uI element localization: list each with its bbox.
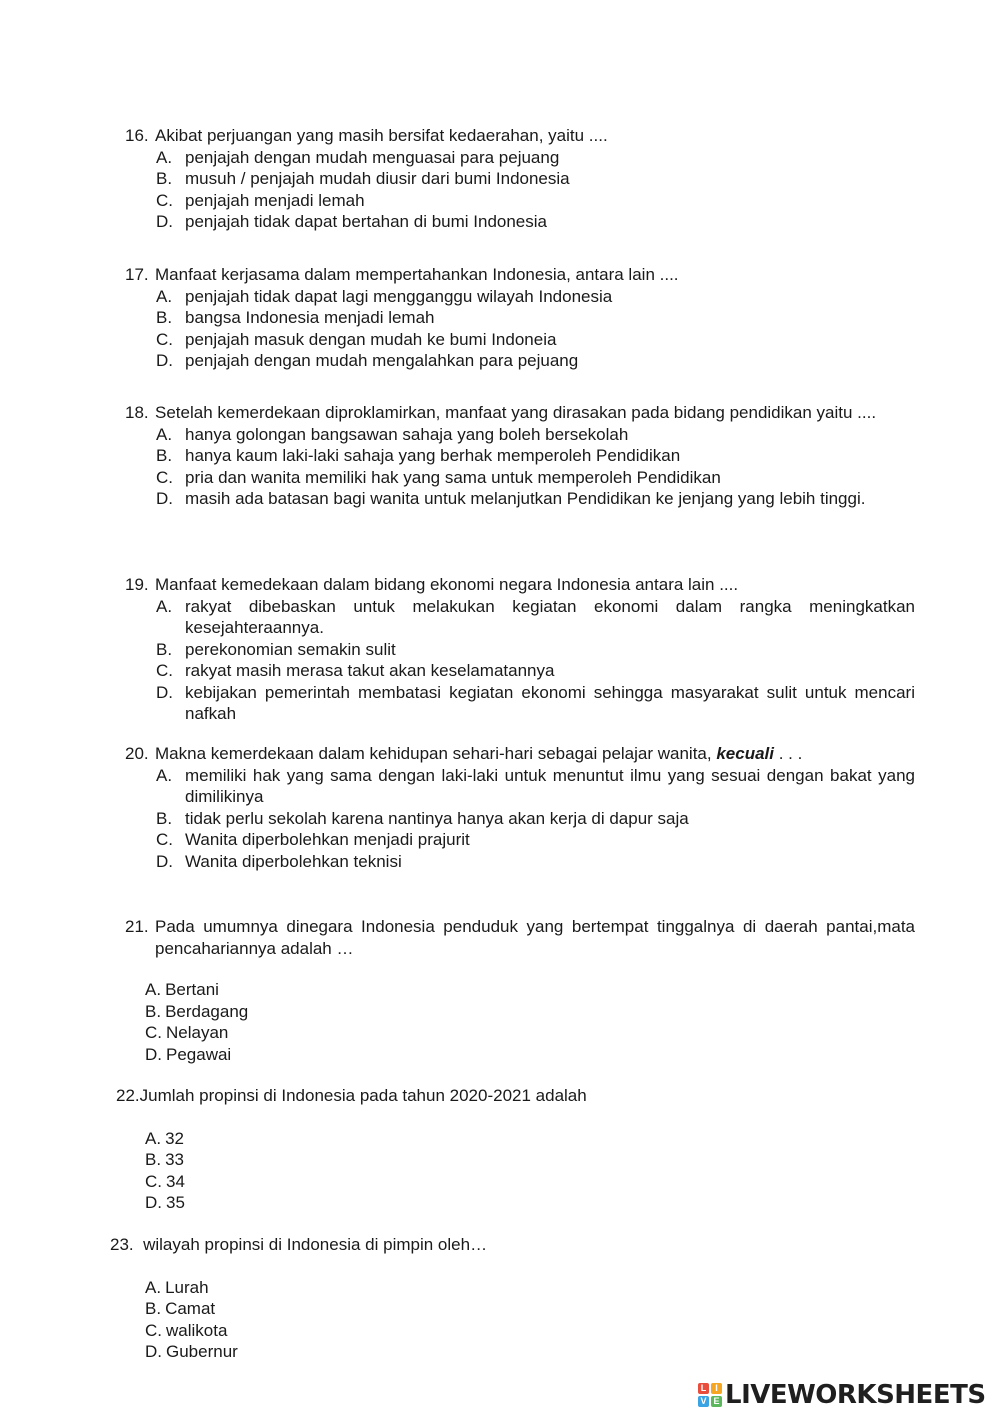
question-number: 18. — [125, 403, 149, 422]
option-c[interactable] — [125, 467, 915, 489]
option-c[interactable] — [125, 1022, 915, 1044]
option-letter: D. — [145, 1193, 162, 1212]
question-text-main: wilayah propinsi di Indonesia di pimpin oleh… — [143, 1235, 488, 1254]
option-d[interactable] — [125, 211, 915, 233]
option-letter: D. — [145, 1044, 162, 1064]
option-a[interactable] — [125, 1277, 900, 1299]
option-letter: B. — [145, 1001, 162, 1021]
option-d[interactable] — [125, 1341, 900, 1363]
option-letter: B. — [156, 446, 173, 465]
option-letter: D. — [156, 212, 173, 231]
option-a[interactable] — [125, 765, 915, 808]
option-text: tidak perlu sekolah karena nantinya hanya akan kerja di dapur saja — [185, 808, 689, 828]
option-letter: A. — [156, 424, 173, 444]
question-text: Pada umumnya dinegara Indonesia penduduk yang bertempat tinggalnya di daerah pantai,mata pencahariannya adalah … — [155, 917, 915, 958]
question-text: Setelah kemerdekaan diproklamirkan, manfaat yang dirasakan pada bidang pendidikan yaitu .... — [155, 403, 877, 422]
option-text: hanya golongan bangsawan sahaja yang boleh bersekolah — [185, 424, 629, 444]
question-text: Manfaat kerjasama dalam mempertahankan Indonesia, antara lain .... — [155, 265, 679, 284]
question-number: 22. — [116, 1086, 140, 1105]
option-a[interactable] — [125, 596, 915, 639]
question-number: 21. — [125, 917, 149, 936]
option-a[interactable] — [125, 147, 915, 169]
option-letter: C. — [145, 1171, 162, 1191]
option-text: penjajah dengan mudah mengalahkan para pejuang — [185, 351, 579, 370]
option-letter: B. — [156, 308, 173, 327]
option-b[interactable] — [125, 1001, 915, 1023]
question-18 — [125, 402, 915, 510]
option-text: rakyat masih merasa takut akan keselamatannya — [185, 661, 555, 680]
option-d[interactable] — [125, 488, 915, 510]
option-d[interactable] — [125, 350, 915, 372]
option-letter: D. — [156, 851, 173, 871]
logo-mark-i: I — [711, 1383, 722, 1394]
option-text: 33 — [165, 1150, 184, 1169]
question-22 — [116, 1085, 906, 1214]
question-emphasis: kecuali — [716, 744, 774, 763]
option-letter: B. — [156, 808, 173, 828]
option-letter: C. — [145, 1320, 162, 1340]
option-text: 34 — [166, 1171, 185, 1191]
logo-mark-e: E — [711, 1396, 722, 1407]
option-b[interactable] — [125, 445, 915, 467]
question-text-main: Jumlah propinsi di Indonesia pada tahun 2020-2021 adalah — [139, 1086, 587, 1105]
option-text: Camat — [165, 1299, 216, 1318]
option-b[interactable] — [125, 639, 915, 661]
option-letter: A. — [145, 1277, 162, 1297]
option-letter: C. — [156, 329, 173, 349]
option-c[interactable] — [125, 1171, 906, 1193]
option-letter: C. — [156, 467, 173, 487]
option-text: Nelayan — [166, 1023, 229, 1042]
option-text: penjajah masuk dengan mudah ke bumi Indoneia — [185, 329, 557, 349]
question-number: 17. — [125, 265, 149, 284]
option-text: memiliki hak yang sama dengan laki-laki untuk menuntut ilmu yang sesuai dengan bakat yang dimilikinya — [185, 765, 915, 806]
option-letter: B. — [145, 1150, 162, 1169]
question-number: 23. — [110, 1235, 134, 1254]
option-text: musuh / penjajah mudah diusir dari bumi Indonesia — [185, 169, 570, 188]
question-text — [155, 743, 915, 765]
option-letter: D. — [145, 1342, 162, 1361]
question-number: 19. — [125, 575, 149, 594]
option-text: 35 — [166, 1193, 185, 1212]
option-text: Wanita diperbolehkan teknisi — [185, 851, 402, 871]
question-text-suffix: . . . — [774, 744, 803, 763]
option-letter: B. — [145, 1299, 162, 1318]
option-letter: C. — [156, 190, 173, 210]
option-c[interactable] — [125, 190, 915, 212]
question-text: Manfaat kemedekaan dalam bidang ekonomi negara Indonesia antara lain .... — [155, 575, 739, 594]
option-d[interactable] — [125, 1044, 915, 1066]
option-letter: A. — [145, 1128, 162, 1148]
logo-mark-l: L — [698, 1383, 709, 1394]
option-letter: C. — [156, 830, 173, 849]
option-letter: A. — [145, 980, 162, 999]
option-a[interactable] — [125, 1128, 906, 1150]
option-c[interactable] — [125, 1320, 900, 1342]
option-text: 32 — [165, 1128, 184, 1148]
option-a[interactable] — [125, 286, 915, 308]
question-text — [116, 1085, 906, 1107]
liveworksheets-logo — [698, 1380, 986, 1410]
question-text: Akibat perjuangan yang masih bersifat kedaerahan, yaitu .... — [155, 126, 608, 145]
option-text: Gubernur — [166, 1342, 238, 1361]
question-number: 20. — [125, 744, 149, 763]
option-text: penjajah menjadi lemah — [185, 190, 365, 210]
option-d[interactable] — [125, 851, 915, 873]
question-17 — [125, 264, 915, 372]
option-text: Wanita diperbolehkan menjadi prajurit — [185, 830, 470, 849]
option-a[interactable] — [125, 979, 915, 1001]
question-text-main: Makna kemerdekaan dalam kehidupan sehari-hari sebagai pelajar wanita, — [155, 744, 712, 763]
option-text: penjajah tidak dapat bertahan di bumi Indonesia — [185, 212, 547, 231]
option-text: bangsa Indonesia menjadi lemah — [185, 308, 435, 327]
option-c[interactable] — [125, 660, 915, 682]
option-d[interactable] — [125, 1192, 906, 1214]
question-19 — [125, 574, 915, 725]
question-16 — [125, 125, 915, 233]
option-c[interactable] — [125, 829, 915, 851]
option-letter: D. — [156, 489, 173, 508]
option-text: pria dan wanita memiliki hak yang sama untuk memperoleh Pendidikan — [185, 467, 721, 487]
option-text: walikota — [166, 1320, 228, 1340]
option-letter: A. — [156, 147, 173, 167]
logo-text: LIVEWORKSHEETS — [725, 1380, 986, 1410]
option-letter: C. — [156, 661, 173, 680]
question-20 — [125, 743, 915, 872]
option-b[interactable] — [125, 1298, 900, 1320]
option-letter: A. — [156, 596, 173, 616]
option-text: perekonomian semakin sulit — [185, 639, 396, 659]
option-c[interactable] — [125, 329, 915, 351]
option-letter: B. — [156, 639, 173, 659]
option-letter: A. — [156, 765, 173, 785]
question-text — [110, 1234, 900, 1256]
option-letter: C. — [145, 1023, 162, 1042]
option-b[interactable] — [125, 307, 915, 329]
option-text: masih ada batasan bagi wanita untuk melanjutkan Pendidikan ke jenjang yang lebih tinggi. — [185, 489, 866, 508]
option-a[interactable] — [125, 424, 915, 446]
question-23 — [110, 1234, 900, 1363]
option-letter: D. — [156, 682, 173, 702]
option-b[interactable] — [125, 808, 915, 830]
option-text: penjajah tidak dapat lagi mengganggu wilayah Indonesia — [185, 286, 613, 306]
logo-mark-icon — [698, 1383, 722, 1407]
option-text: Bertani — [165, 980, 219, 999]
option-text: Pegawai — [166, 1044, 232, 1064]
logo-mark-v: V — [698, 1396, 709, 1407]
question-21 — [125, 916, 915, 1065]
option-b[interactable] — [125, 1149, 906, 1171]
option-b[interactable] — [125, 168, 915, 190]
option-text: Lurah — [165, 1277, 209, 1297]
option-text: hanya kaum laki-laki sahaja yang berhak memperoleh Pendidikan — [185, 446, 681, 465]
question-number: 16. — [125, 126, 149, 145]
option-text: Berdagang — [165, 1001, 249, 1021]
option-text: rakyat dibebaskan untuk melakukan kegiatan ekonomi dalam rangka meningkatkan kesejahteraannya. — [185, 596, 915, 637]
option-d[interactable] — [125, 682, 915, 725]
option-letter: D. — [156, 351, 173, 370]
option-text: kebijakan pemerintah membatasi kegiatan ekonomi sehingga masyarakat sulit untuk mencari nafkah — [185, 682, 915, 723]
option-letter: A. — [156, 286, 173, 306]
option-letter: B. — [156, 169, 173, 188]
option-text: penjajah dengan mudah menguasai para pejuang — [185, 147, 560, 167]
